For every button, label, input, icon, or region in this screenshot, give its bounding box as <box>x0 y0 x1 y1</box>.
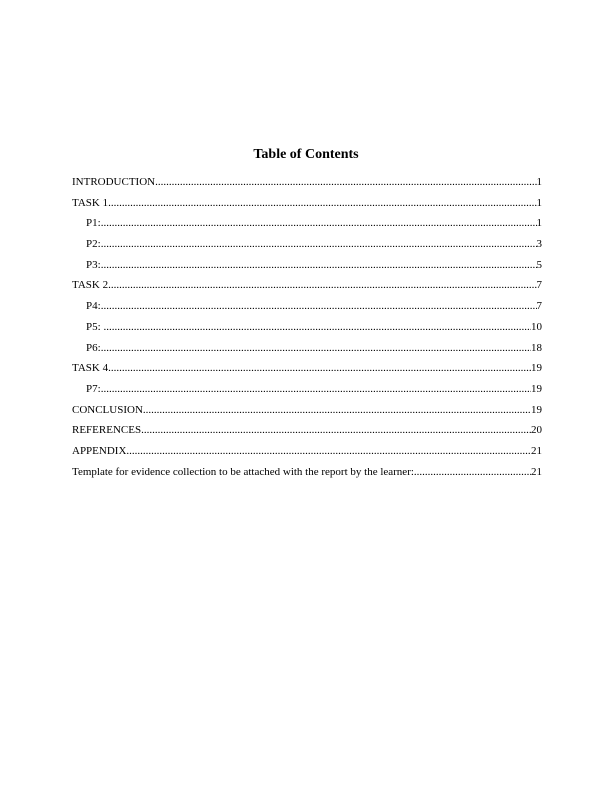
toc-dot-leader <box>143 403 531 417</box>
toc-entry-label: TASK 1 <box>72 196 109 209</box>
toc-entry-page: 10 <box>531 320 542 333</box>
toc-entry-p7[interactable] <box>72 382 542 403</box>
toc-entry-label: TASK 4 <box>72 362 109 375</box>
toc-entry-p2[interactable] <box>72 237 542 258</box>
toc-dot-leader <box>108 196 536 210</box>
toc-entry-page: 18 <box>531 341 542 354</box>
toc-entry-page: 19 <box>531 403 542 416</box>
toc-entry-label: Template for evidence collection to be attached with the report by the learner: <box>72 465 414 478</box>
toc-entry-label: P4: <box>86 300 101 313</box>
toc-entry-appendix[interactable] <box>72 444 542 465</box>
toc-entry-p3[interactable] <box>72 258 542 279</box>
toc-entry-page: 5 <box>536 258 542 271</box>
toc-entry-label: P7: <box>86 382 101 395</box>
toc-entry-task-1[interactable] <box>72 196 542 217</box>
toc-dot-leader <box>101 258 537 272</box>
toc-entry-label: P1: <box>86 217 101 230</box>
toc-entry-page: 19 <box>531 362 542 375</box>
toc-entry-introduction[interactable] <box>72 175 542 196</box>
toc-entry-label: TASK 2 <box>72 279 109 292</box>
toc-entry-label: P5: <box>86 320 104 333</box>
toc-entry-page: 19 <box>531 382 542 395</box>
toc-entry-label: REFERENCES <box>72 424 142 437</box>
toc-entry-p6[interactable] <box>72 341 542 362</box>
toc-entry-task-4[interactable] <box>72 361 542 382</box>
toc-entry-page: 1 <box>536 217 542 230</box>
toc-title: Table of Contents <box>253 147 359 162</box>
toc-dot-leader <box>101 216 537 230</box>
toc-entry-page: 1 <box>536 196 542 209</box>
toc-dot-leader <box>155 175 536 189</box>
toc-entry-page: 21 <box>531 465 542 478</box>
toc-entry-p5[interactable] <box>72 320 542 341</box>
toc-entry-task-2[interactable] <box>72 278 542 299</box>
toc-entry-conclusion[interactable] <box>72 403 542 424</box>
toc-entry-references[interactable] <box>72 423 542 444</box>
toc-entry-page: 1 <box>536 176 542 188</box>
toc-entry-label: P6: <box>86 341 101 354</box>
toc-entry-page: 3 <box>536 238 542 251</box>
toc-entry-page: 20 <box>531 424 542 437</box>
toc-dot-leader <box>141 423 531 437</box>
toc-entry-label: CONCLUSION <box>72 403 143 416</box>
toc-entry-evidence-template[interactable] <box>72 465 542 486</box>
toc-entry-page: 7 <box>536 300 542 313</box>
toc-dot-leader <box>108 361 531 375</box>
toc-entry-label: P2: <box>86 238 101 251</box>
toc-dot-leader <box>414 465 531 479</box>
toc-entry-page: 21 <box>531 444 542 457</box>
toc-dot-leader <box>126 444 531 458</box>
toc-entry-page: 7 <box>536 279 542 292</box>
toc-dot-leader <box>101 237 537 251</box>
toc-entry-label: APPENDIX <box>72 444 127 457</box>
toc-entry-p4[interactable] <box>72 299 542 320</box>
toc-dot-leader <box>108 278 536 292</box>
toc-dot-leader <box>101 299 537 313</box>
toc-dot-leader <box>103 320 531 334</box>
toc-dot-leader <box>101 382 531 396</box>
toc-entry-p1[interactable] <box>72 216 542 237</box>
toc-entry-label: P3: <box>86 258 101 271</box>
toc-dot-leader <box>101 341 531 355</box>
toc-list <box>72 175 542 485</box>
toc-entry-label: INTRODUCTION <box>72 176 156 188</box>
